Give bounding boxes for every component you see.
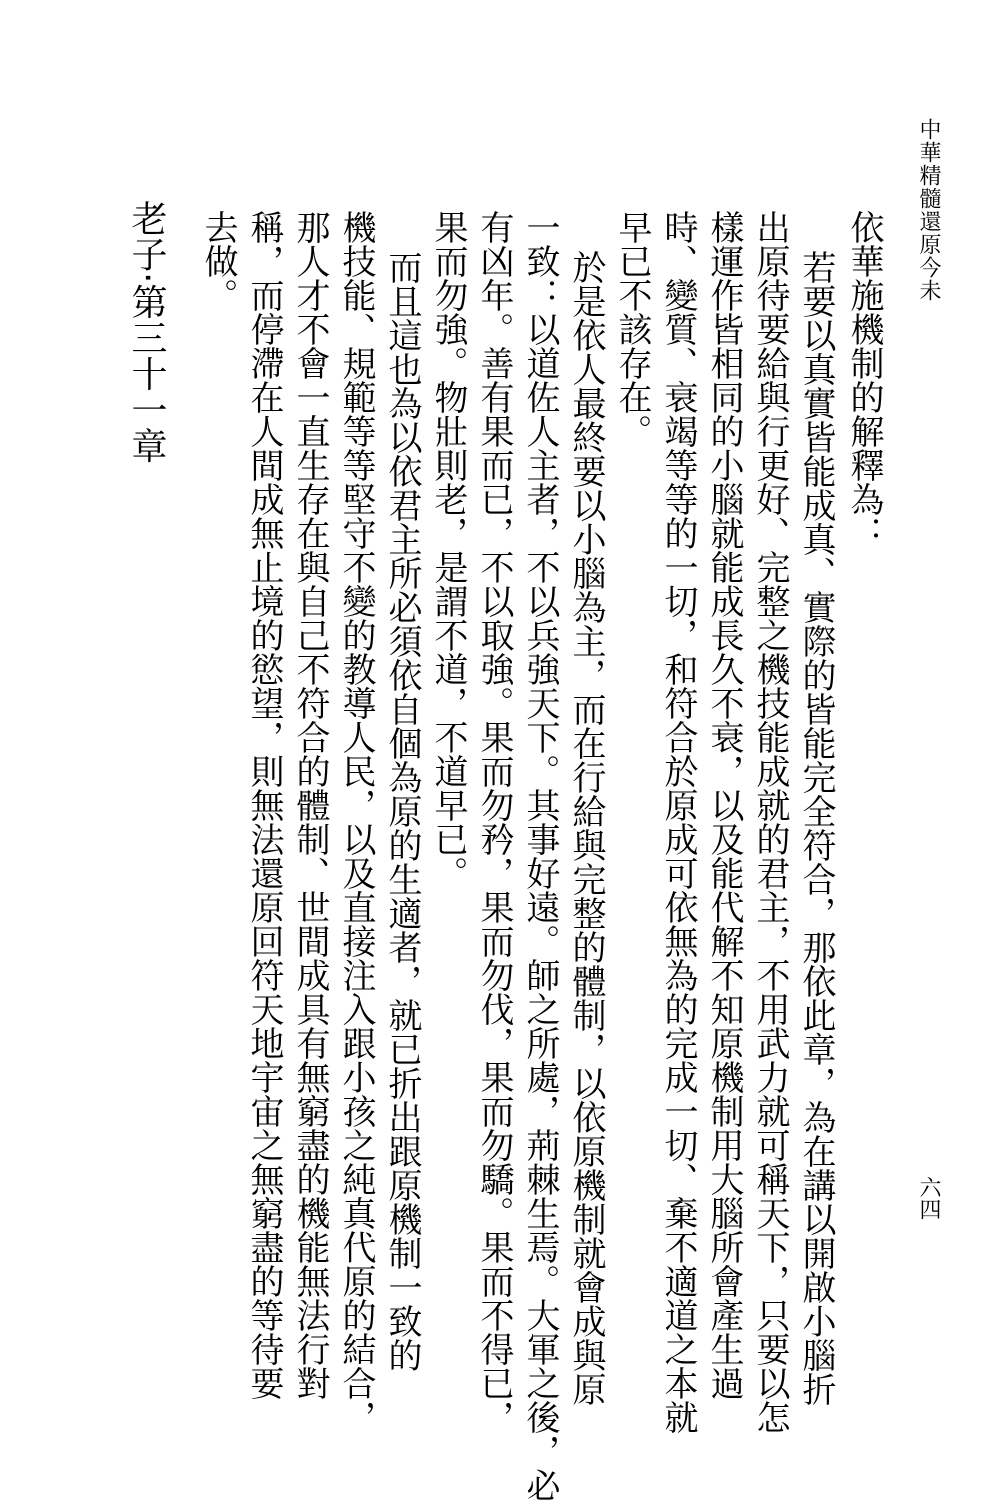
text-column: 於是依人最終要以小腦為主，而在行給與完整的體制，以依原機制就會成與原 — [566, 250, 606, 1406]
text-column: 早已不該存在。 — [612, 210, 652, 448]
text-column: 若要以真實皆能成真、實際的皆能完全符合，那依此章，為在講以開啟小腦折 — [796, 250, 836, 1406]
text-column: 時、變質、衰竭等等的一切，和符合於原成可依無為的完成一切、棄不適道之本就 — [658, 210, 698, 1434]
text-column: 果而勿強。物壯則老，是謂不道，不道早已。 — [428, 210, 468, 890]
text-column: 那人才不會一直生存在與自己不符合的體制、世間成具有無窮盡的機能無法行對 — [290, 210, 330, 1400]
text-column: 而且這也為以依君主所必須依自個為原的生適者，就已折出跟原機制一致的 — [382, 250, 422, 1372]
text-column: 機技能、規範等等堅守不變的教導人民，以及直接注入跟小孩之純真代原的結合， — [336, 210, 376, 1434]
text-column: 樣運作皆相同的小腦就能成長久不衰，以及能代解不知原機制用大腦所會產生過 — [704, 210, 744, 1400]
text-column: 稱，而停滯在人間成無止境的慾望，則無法還原回符天地宇宙之無窮盡的等待要 — [244, 210, 284, 1400]
book-title-header: 中華精髓還原今未 — [916, 118, 941, 302]
text-column: 去做。 — [198, 210, 238, 312]
text-column: 有凶年。善有果而已，不以取強。果而勿矜，果而勿伐，果而勿驕。果而不得已， — [474, 210, 514, 1434]
page-number: 六四 — [916, 1176, 941, 1220]
text-column: 出原待要給與行更好、完整之機技能成就的君主，不用武力就可稱天下，只要以怎 — [750, 210, 790, 1434]
text-column: 一致：以道佐人主者，不以兵強天下。其事好遠。師之所處，荊棘生焉。大軍之後，必 — [520, 210, 560, 1502]
text-column: 依華施機制的解釋為： — [844, 210, 884, 550]
chapter-title: 老子‧第三十一章 — [126, 200, 167, 464]
